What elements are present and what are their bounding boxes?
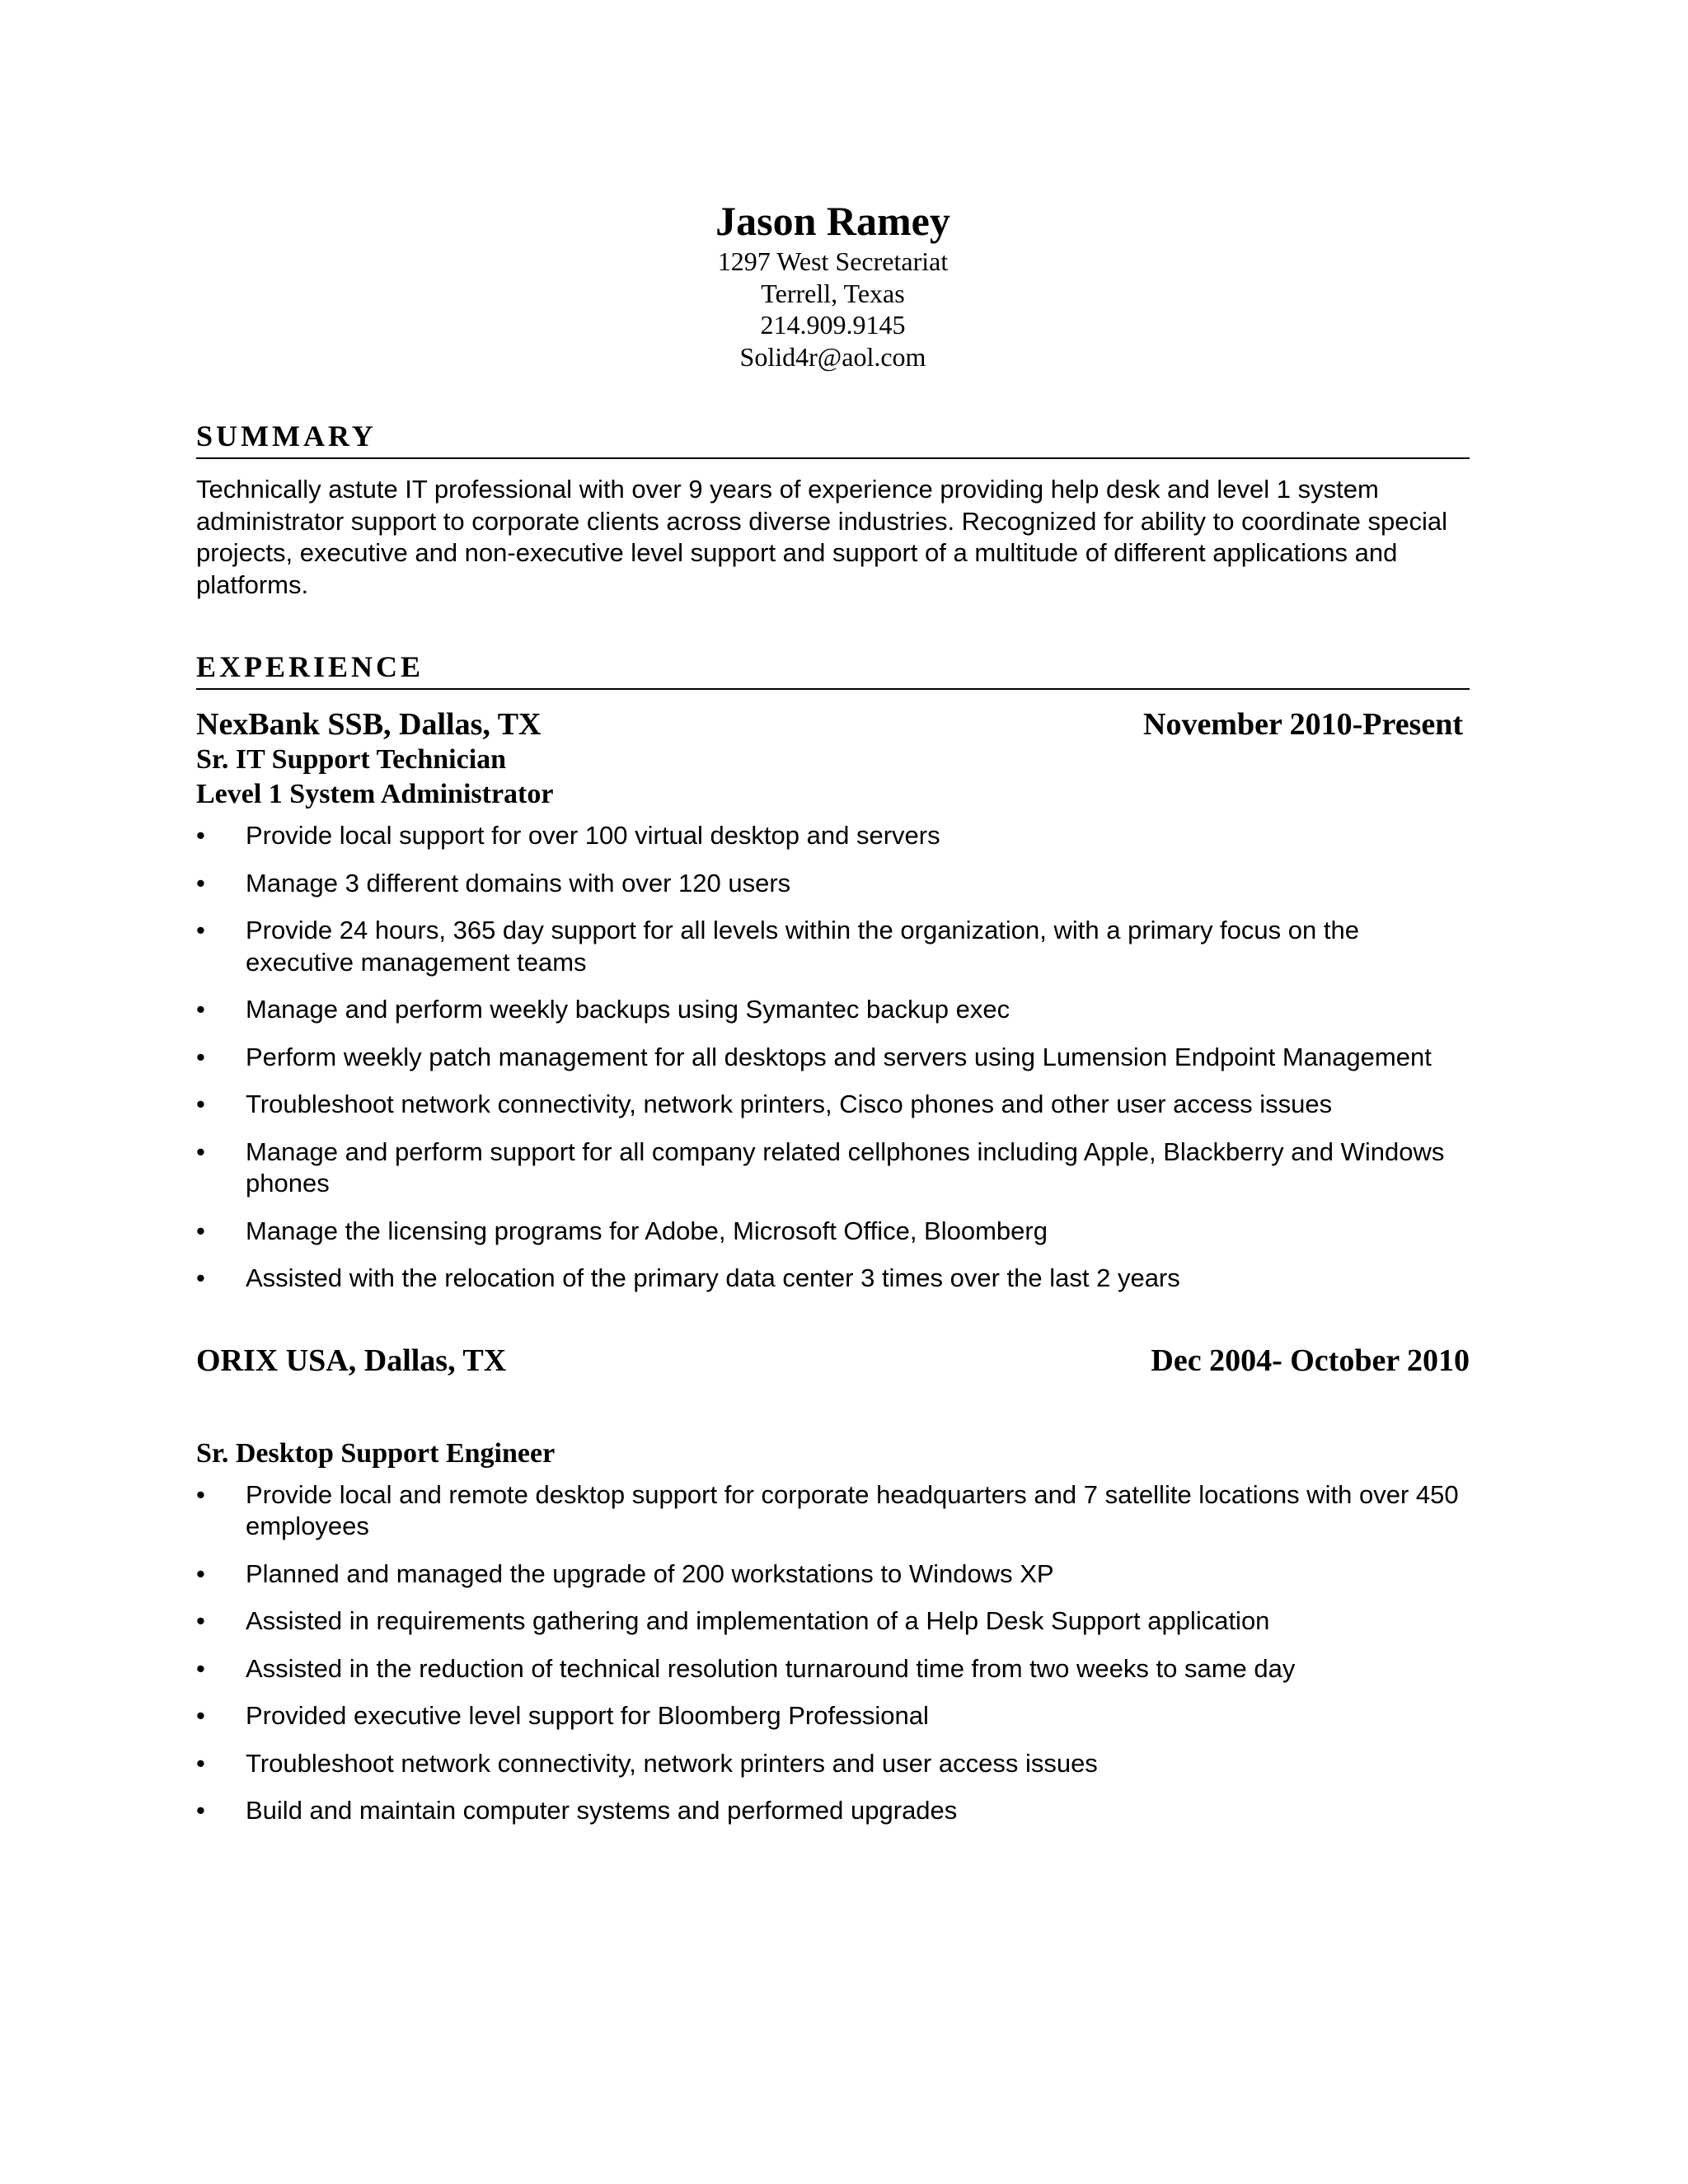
- company-name: NexBank SSB, Dallas, TX: [196, 707, 542, 742]
- job-dates: Dec 2004- October 2010: [1151, 1343, 1470, 1378]
- bullet-icon: •: [196, 1748, 205, 1778]
- duties-list: [196, 1479, 1470, 1827]
- phone-line: 214.909.9145: [760, 310, 906, 340]
- job-title: Level 1 System Administrator: [196, 779, 554, 809]
- bullet-icon: •: [196, 1701, 205, 1730]
- address-line: 1297 West Secretariat: [717, 246, 949, 276]
- city-line: Terrell, Texas: [761, 278, 905, 308]
- duty-text: Manage and perform weekly backups using Symantec backup exec: [246, 995, 1010, 1024]
- resume-header: [196, 196, 1470, 373]
- list-item: [196, 1700, 1470, 1732]
- job-title: Sr. IT Support Technician: [196, 744, 507, 775]
- duty-text: Perform weekly patch management for all desktops and servers using Lumension Endpoint Management: [246, 1042, 1432, 1071]
- duty-text: Troubleshoot network connectivity, network printers and user access issues: [246, 1748, 1098, 1778]
- bullet-icon: •: [196, 916, 205, 944]
- bullet-icon: •: [196, 868, 205, 898]
- list-item: [196, 1653, 1470, 1685]
- list-item: [196, 1558, 1470, 1591]
- duty-text: Manage and perform support for all company related cellphones including Apple, Blackberry and Windows phones: [246, 1137, 1445, 1197]
- list-item: [196, 1263, 1470, 1295]
- duty-text: Assisted in requirements gathering and implementation of a Help Desk Support application: [246, 1606, 1270, 1635]
- bullet-icon: •: [196, 1653, 205, 1683]
- bullet-icon: •: [196, 1558, 205, 1588]
- bullet-icon: •: [196, 995, 205, 1024]
- duty-text: Provide 24 hours, 365 day support for all levels within the organization, with a primary focus on the executive management teams: [246, 916, 1359, 977]
- job-entry-nexbank: [196, 706, 1470, 1295]
- summary-text: Technically astute IT professional with over 9 years of experience providing help desk and level 1 system administrator support to corporate clients across diverse industries. Recognized for ability to coordinate special projects, executive and non-executive level support and support of a multitude of different applications and platforms.: [196, 475, 1448, 599]
- job-title: Sr. Desktop Support Engineer: [196, 1437, 556, 1469]
- duty-text: Planned and managed the upgrade of 200 workstations to Windows XP: [246, 1558, 1054, 1588]
- candidate-name: Jason Ramey: [715, 198, 950, 244]
- list-item: [196, 1795, 1470, 1827]
- experience-heading: EXPERIENCE: [196, 649, 1470, 690]
- list-item: [196, 1137, 1470, 1200]
- summary-heading: SUMMARY: [196, 418, 1470, 459]
- company-name: ORIX USA, Dallas, TX: [196, 1343, 507, 1378]
- bullet-icon: •: [196, 1263, 205, 1292]
- duty-text: Manage 3 different domains with over 120 users: [246, 868, 791, 898]
- bullet-icon: •: [196, 821, 205, 850]
- duty-text: Provide local support for over 100 virtual desktop and servers: [246, 821, 940, 850]
- list-item: [196, 915, 1470, 978]
- list-item: [196, 1216, 1470, 1248]
- duty-text: Troubleshoot network connectivity, network printers, Cisco phones and other user access issues: [246, 1090, 1333, 1118]
- bullet-icon: •: [196, 1042, 205, 1071]
- email-line: Solid4r@aol.com: [739, 341, 926, 372]
- list-item: [196, 1042, 1470, 1074]
- list-item: [196, 1479, 1470, 1543]
- duty-text: Provided executive level support for Bloomberg Professional: [246, 1701, 929, 1730]
- list-item: [196, 820, 1470, 852]
- duties-list: [196, 820, 1470, 1295]
- bullet-icon: •: [196, 1090, 205, 1118]
- bullet-icon: •: [196, 1137, 205, 1166]
- list-item: [196, 1089, 1470, 1121]
- bullet-icon: •: [196, 1796, 205, 1825]
- job-header: [196, 706, 1470, 743]
- bullet-icon: •: [196, 1479, 205, 1509]
- duty-text: Manage the licensing programs for Adobe, Microsoft Office, Bloomberg: [246, 1216, 1048, 1245]
- bullet-icon: •: [196, 1606, 205, 1635]
- duty-text: Assisted with the relocation of the primary data center 3 times over the last 2 years: [246, 1263, 1180, 1292]
- duty-text: Provide local and remote desktop support for corporate headquarters and 7 satellite locations with over 450 employees: [246, 1479, 1459, 1540]
- resume-content: [196, 196, 1470, 1843]
- job-entry-orix: [196, 1343, 1470, 1827]
- list-item: [196, 994, 1470, 1026]
- list-item: [196, 868, 1470, 900]
- duty-text: Assisted in the reduction of technical resolution turnaround time from two weeks to same day: [246, 1653, 1296, 1683]
- list-item: [196, 1605, 1470, 1638]
- job-dates: November 2010-Present: [1143, 707, 1463, 742]
- bullet-icon: •: [196, 1216, 205, 1245]
- duty-text: Build and maintain computer systems and performed upgrades: [246, 1796, 958, 1825]
- list-item: [196, 1748, 1470, 1780]
- job-header: [196, 1343, 1470, 1379]
